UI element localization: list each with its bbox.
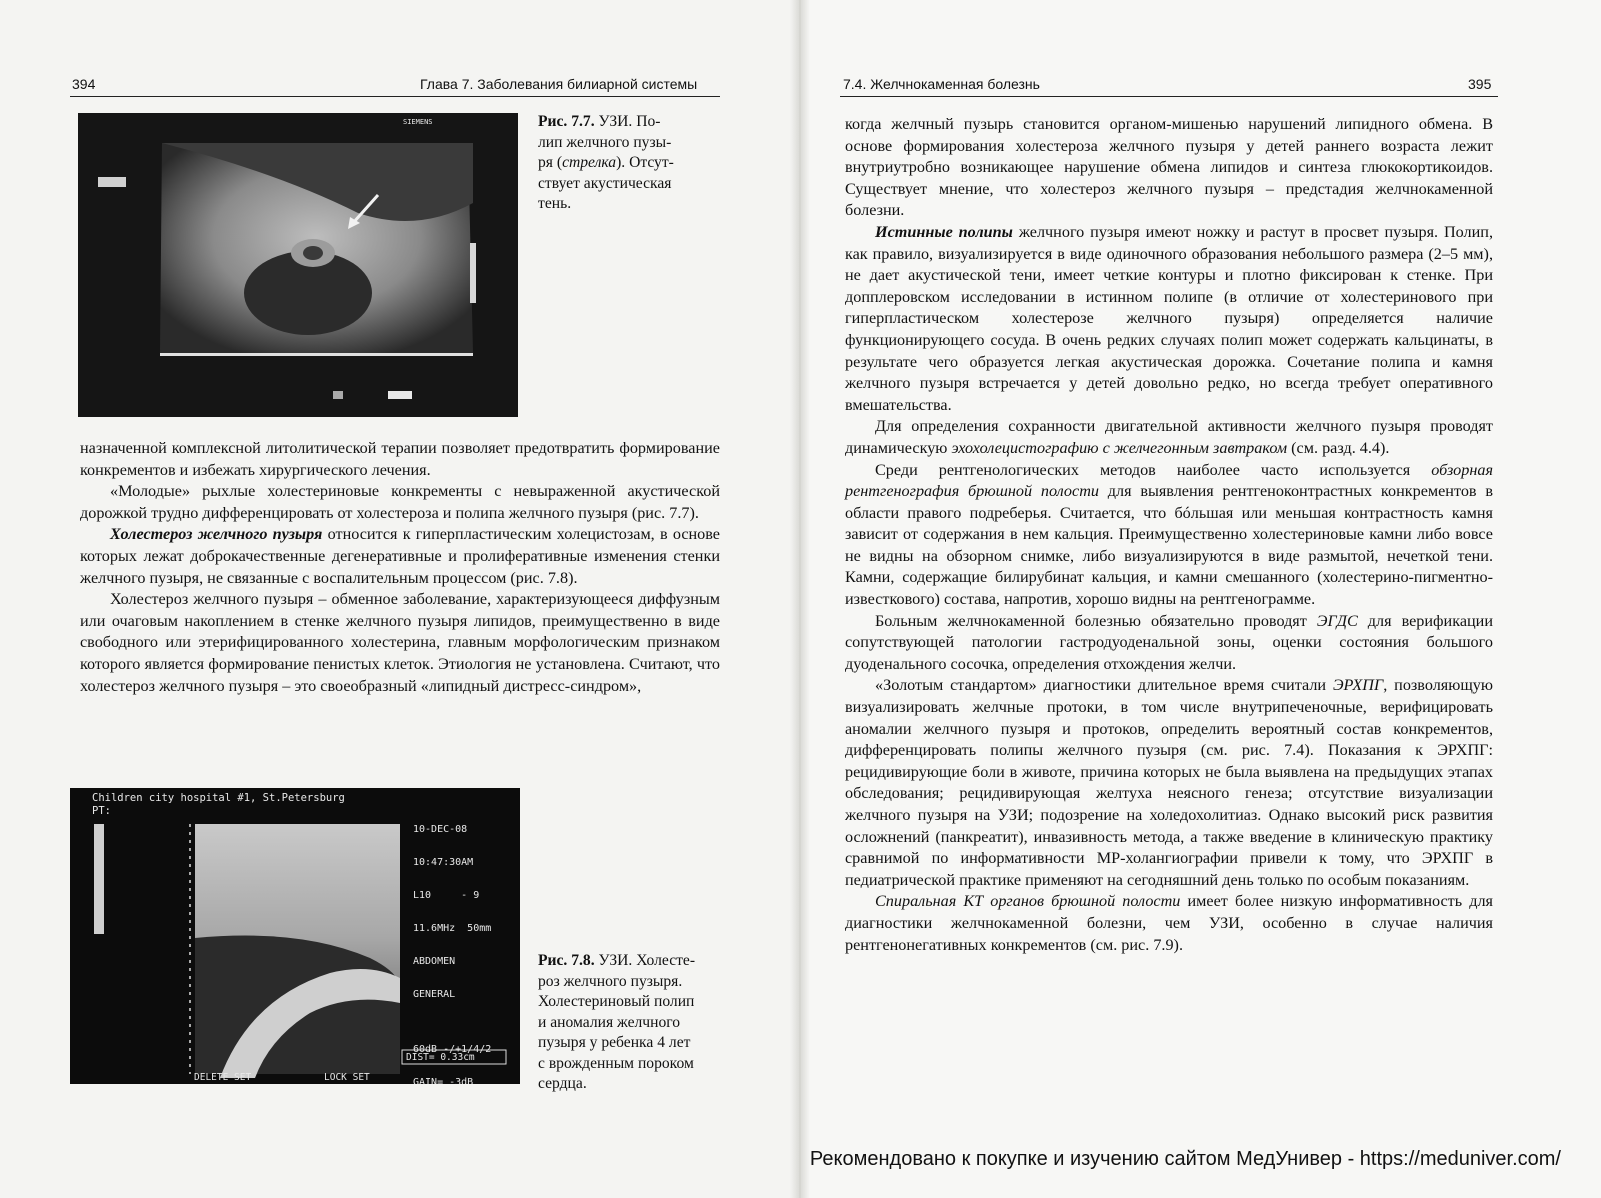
caption-7-7-line3b: стрелка (562, 154, 617, 171)
caption-7-8-label: Рис. 7.8. (538, 952, 595, 969)
r-paragraph-1: когда желчный пузырь становится органом-мишенью нарушений липидного обмена. В основе формирования холестероза желчного пузыря у детей раннего возраста лежит внутриутробно возникающее нарушение обмена липидов и синтеза глюкокортикоидов. Существует мнение, что холестероз желчного пузыря – предстадия желчнокаменной болезни. (845, 115, 1493, 220)
screen-probe: L10 - 9 (413, 890, 480, 901)
left-page (0, 0, 800, 1198)
r-paragraph-4 (845, 460, 1493, 611)
paragraph-3-term: Холестероз желчного пузыря (110, 525, 323, 544)
header-rule-left (70, 96, 720, 97)
screen-time: 10:47:30AM (413, 857, 474, 868)
screen-gain: GAIN= -3dB (413, 1077, 474, 1084)
caption-7-7-line4: ствует акустическая (538, 174, 672, 192)
screen-distance: DIST= 0.33cm (406, 1052, 475, 1063)
caption-7-8-line7: сердца. (538, 1075, 587, 1092)
r-paragraph-6b: , позволяющую визуализировать желчные протоки, в том числе внутрипеченочные, верифицировать аномалии желчного пузыря и протоков, определить вероятный состав конкрементов, дифференцировать полипы желчного пузыря (см. рис. 7.4). Показания к ЭРХПГ: рецидивирующие боли в животе, причина которых не была выявлена на предыдущих этапах обследования; рецидивирующая желтуха неясного генеза; отсутствие визуализации желчного пузыря на УЗИ; подозрение на холедохолитиаз. Однако высокий риск развития осложнений (панкреатит), инвазивность метода, а также введение в клиническую практику сравнимой по информативности МР-холангиографии привели к тому, что ЭРХПГ в педиатрической практике применяют на сегодняшний день только по особым показаниям. (845, 676, 1493, 889)
caption-7-8-line4: и аномалия желчного (538, 1013, 681, 1031)
paragraph-1: назначенной комплексной литолитической терапии позволяет предотвратить формирование конкрементов и избежать хирургического лечения. (80, 439, 720, 479)
book-gutter (790, 0, 810, 1198)
caption-7-8-line1: УЗИ. Холесте- (594, 952, 696, 969)
r-paragraph-4b: для выявления рентгеноконтрастных конкрементов в области правого подреберья. Считается, что бóльшая или меньшая контрастность камня зависит от содержания в нем кальция. Преимущественно холестериновые камни либо вовсе не видны на обзорном снимке, либо визуализируются в виде размытой, нечеткой тени. Камни, содержащие билирубинат кальция, и камни смешанного (холестерино-пигментно-известкового) состава, напротив, хорошо видны на рентгенограмме. (845, 482, 1493, 609)
footer-watermark: Рекомендовано к покупке и изучению сайтом МедУнивер - https://meduniver.com/ (809, 1148, 1561, 1170)
scanner-brand: SIEMENS (403, 118, 433, 126)
caption-7-7-line1: УЗИ. По- (594, 113, 661, 130)
left-body-text (80, 438, 720, 697)
r-paragraph-3a: Для определения сохранности двигательной активности желчного пузыря проводят динамическую (845, 417, 1493, 457)
caption-7-8-line6: с врожденным пороком (538, 1054, 694, 1072)
caption-7-7-label: Рис. 7.7. (538, 113, 595, 130)
header-rule-right (840, 96, 1498, 97)
running-head-right: 7.4. Желчнокаменная болезнь (843, 76, 1040, 92)
screen-info (413, 802, 491, 1084)
caption-7-7-line3c: ). Отсут- (616, 154, 674, 171)
caption-7-7-line3a: ря ( (538, 154, 563, 171)
caption-7-7 (538, 112, 713, 215)
caption-7-8-line5: пузыря у ребенка 4 лет (538, 1034, 691, 1051)
paragraph-4: Холестероз желчного пузыря – обменное заболевание, характеризующееся диффузным или очаговым накоплением в стенке желчного пузыря липидов, преимущественно в виде свободного или этерифицированного холестерина, главным морфологическим признаком которого является формирование пенистых клеток. Этиология не установлена. Считают, что холестероз желчного пузыря – это своеобразный «липидный дистресс-синдром», (80, 590, 720, 695)
r-paragraph-3b: (см. разд. 4.4). (1287, 438, 1390, 457)
paragraph-2: «Молодые» рыхлые холестериновые конкременты с невыраженной акустической дорожкой трудно дифференцировать от холестероза и полипа желчного пузыря (рис. 7.7). (80, 482, 720, 522)
r-paragraph-2 (845, 222, 1493, 416)
r-paragraph-2-text: желчного пузыря имеют ножку и растут в просвет пузыря. Полип, как правило, визуализируется в виде одиночного образования небольшого размера (2–5 мм), не дает акустической тени, имеет четкие контуры и плотно фиксирован к стенке. При допплеровском исследовании в истинном полипе (в отличие от холестеринового при гиперпластическом холестерозе желчного пузыря) определяется наличие функционирующего сосуда. В очень редких случаях полип может содержать кальцинаты, в результате чего образуется легкая акустическая дорожка. Сочетание полипа и камня желчного пузыря встречается у детей довольно редко, но всегда требует оперативного вмешательства. (845, 222, 1493, 414)
r-paragraph-6a: «Золотым стандартом» диагностики длительное время считали (875, 676, 1333, 695)
right-body-text (845, 114, 1493, 956)
screen-preset-2: GENERAL (413, 989, 456, 1000)
screen-patient: PT: (92, 805, 111, 817)
screen-delete-set: DELETE SET (194, 1072, 252, 1083)
page-number-right: 395 (1468, 76, 1492, 92)
running-head-left: Глава 7. Заболевания билиарной системы (420, 76, 698, 92)
paragraph-3-text: относится к гиперпластическим холециcтозам, в основе которых лежат доброкачественные дегенеративные и пролиферативные изменения стенки желчного пузыря, не связанные с воспалительным процессом (рис. 7.8). (80, 525, 720, 587)
screen-lock-set: LOCK SET (324, 1072, 370, 1083)
r-paragraph-6 (845, 675, 1493, 891)
screen-dynamic-range: 60dB -/+1/4/2 (413, 1044, 492, 1055)
ultrasound-scan-7-7 (78, 113, 518, 417)
screen-frequency: 11.6MHz 50mm (413, 923, 492, 934)
ultrasound-image-7-7 (78, 113, 518, 417)
r-paragraph-7 (845, 891, 1493, 956)
r-paragraph-6-italic: ЭРХПГ (1332, 676, 1384, 695)
r-paragraph-4-italic: обзорная рентгенография брюшной полости (845, 460, 1493, 501)
caption-7-7-line5: тень. (538, 195, 572, 212)
r-paragraph-4a: Среди рентгенологических методов наиболее часто используется (875, 460, 1432, 479)
caption-7-7-line2: лип желчного пузы- (538, 133, 672, 151)
r-paragraph-2-term: Истинные полипы (875, 222, 1013, 241)
r-paragraph-3 (845, 416, 1493, 459)
r-paragraph-7-italic: Спиральная КТ органов брюшной полости (875, 892, 1181, 911)
caption-7-8-line2: роз желчного пузыря. (538, 972, 683, 990)
ultrasound-image-7-8 (70, 788, 520, 1084)
caption-7-8-line3: Холестериновый полип (538, 993, 695, 1010)
screen-date: 10-DEC-08 (413, 824, 468, 835)
r-paragraph-5b: для верификации сопутствующей патологии гастродуоденальной зоны, оценки состояния большого дуоденального сосочка, определения отхождения желчи. (845, 611, 1493, 673)
screen-header: Children city hospital #1, St.Petersburg (92, 792, 345, 804)
r-paragraph-5-italic: ЭГДС (1316, 611, 1358, 630)
screen-preset: ABDOMEN (413, 956, 456, 967)
caption-7-8 (538, 951, 723, 1095)
r-paragraph-5a: Больным желчнокаменной болезнью обязательно проводят (875, 611, 1317, 630)
r-paragraph-7b: имеет более низкую информативность для диагностики желчнокаменной болезни, чем УЗИ, особенно в случае наличия рентгенонегативных конкрементов (см. рис. 7.9). (845, 892, 1493, 954)
paragraph-3 (80, 524, 720, 589)
page-number-left: 394 (72, 76, 96, 92)
right-page (800, 0, 1601, 1198)
r-paragraph-3-italic: эхохолецистографию с желчегонным завтраком (951, 438, 1288, 457)
r-paragraph-5 (845, 611, 1493, 676)
